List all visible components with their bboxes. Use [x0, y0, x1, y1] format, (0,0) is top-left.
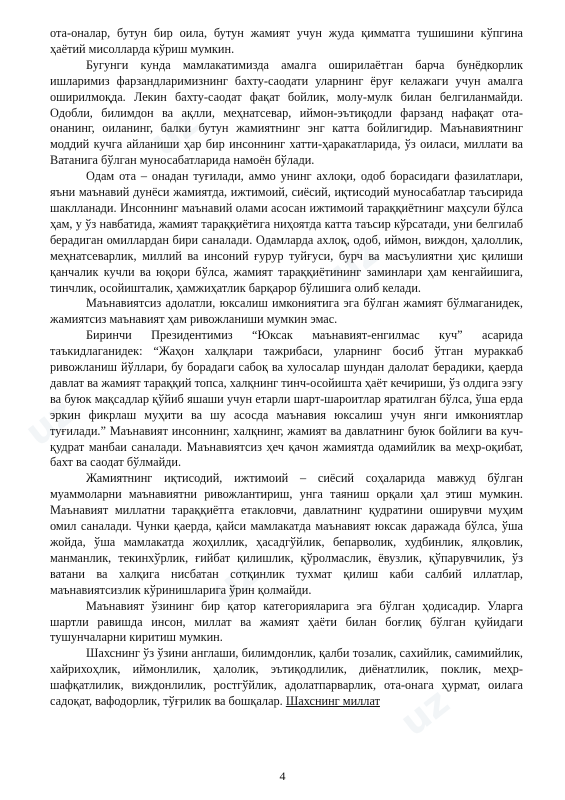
paragraph-continuation: ота-оналар, бутун бир оила, бутун жамият учун жуда қимматга тушишини кўпгина ҳаётий мисолларда кўриш мумкин.: [50, 26, 523, 56]
watermark: uz: [201, 549, 268, 615]
paragraph: Жамиятнинг иқтисодий, ижтимоий – сиёсий соҳаларида мавжуд бўлган муаммоларни маънавиятни ривожлантириш, унга таяниш орқали ҳал этиш мумкин. Маънавият миллатни тараққиётга етакловчи, давлатнинг қудратини оширувчи муҳим омил саналади. Чунки қаерда, қайси мамлакатда маънавият юксак даражада бўлса, ўша жойда, ўша мамлакатда жоҳиллик, ҳасадгўйлик, бепарволик, худбинлик, ялқовлик, манманлик, текинхўрлик, ғийбат қилишлик, қўролмаслик, ёвузлик, қўпарувчилик, ўз ватани ва халқига нисбатан сотқинлик тухмат қилиш каби салбий иллатлар, маънавиятсизлик кўринишларига ўрин қолмайди.: [50, 471, 523, 597]
underlined-heading-start: Шахснинг миллат: [285, 694, 380, 709]
document-body: [50, 26, 523, 710]
paragraph: Маънавият ўзининг бир қатор категорияларига эга бўлган ҳодисадир. Уларга шартли равишда инсон, миллат ва жамият ҳаёти билан боғлиқ бўлган қуйидаги тушунчаларни киритиш мумкин.: [50, 598, 523, 645]
paragraph-last: [50, 646, 523, 710]
watermark: uz: [16, 389, 83, 455]
watermark: uz: [321, 229, 388, 295]
page-number: 4: [279, 769, 286, 783]
watermark: uz: [141, 99, 208, 165]
paragraph: Биринчи Президентимиз “Юксак маънавият-енгилмас куч” асарида таъкидлаганидек: “Жаҳон халқлари тажрибаси, уларнинг босиб ўтган мураккаб ривожланиш йўллари, бу борадаги сабоқ ва хулосалар шундан далолат берадики, қаерда давлат ва жамият тараққий топса, халқнинг тинч-осойишта ҳаёт кечириши, ўз олдига эзгу ва буюк мақсадлар қўйиб яшаши учун етарли шарт-шароитлар яратилган бўлса, ўша ерда эркин фикрлаш муҳити ва шу асосда маънавия юксалиш учун янги имкониятлар туғилади.” Маънавият инсоннинг, халқнинг, жамият ва давлатнинг буюк бойлиги ва куч-қудрат манбаи саналади. Маънавиятсиз ҳеч қачон жамиятда одамийлик ва меҳр-оқибат, бахт ва саодат бўлмайди.: [50, 328, 523, 470]
paragraph: Одам ота – онадан туғилади, аммо унинг ахлоқи, одоб борасидаги фазилатлари, яъни маънавий дунёси жамиятда, ижтимоий, сиёсий, иқтисодий муносабатлар таъсирида шаклланади. Инсоннинг маънавий олами асосан ижтимоий тараққиётнинг маҳсули бўлса ҳам, у ўз навбатида, жамият тараққиётига ниҳоятда катта таъсир кўрсатади, уни белгилаб берадиган омиллардан бири саналади. Одамларда ахлоқ, одоб, иймон, виждон, ҳалоллик, меҳнатсеварлик, миллий ва инсоний ғурур туйғуси, бурч ва масъулиятни ҳис қилиши қанчалик кучли ва юқори бўлса, жамият тараққиётининг заминлари ҳам кенгайишига, тинчлик, осойишталик, ҳамжиҳатлик барқарор бўлишига олиб келади.: [50, 169, 523, 295]
paragraph: Бугунги кунда мамлакатимизда амалга оширилаётган барча бунёдкорлик ишларимиз фарзандларимизнинг бахту-саодати уларнинг ёруғ келажаги учун амалга оширилмоқда. Лекин бахту-саодат фақат бойлик, молу-мулк билан белгиланмайди. Одобли, билимдон ва ақлли, меҳнатсевар, иймон-эътиқодли фарзанд нафақат ота-онанинг, оиланинг, балки бутун жамиятнинг энг катта бойлигидир. Маънавиятнинг моддий кучга айланиши ҳар бир инсоннинг хатти-ҳаракатларида, ўз оиласи, миллати ва Ватанига бўлган муносабатларида намоён бўлади.: [50, 57, 523, 168]
paragraph: Маънавиятсиз адолатли, юксалиш имкониятига эга бўлган жамият бўлмаганидек, жамиятсиз маънавият ҳам ривожланиши мумкин эмас.: [50, 296, 523, 327]
watermark: uz: [391, 679, 458, 745]
paragraph-last-text: Шахснинг ўз ўзини англаши, билимдонлик, қалби тозалик, сахийлик, самимийлик, хайрихоҳлик, иймонлилик, ҳалолик, эътиқодлилик, диёнатлилик, поклик, меҳр-шафқатлилик, виждонлилик, ростгўйлик, адолатпарварлик, ота-онага ҳурмат, оилага садоқат, вафодорлик, тўғрилик ва бошқалар.: [50, 646, 523, 709]
